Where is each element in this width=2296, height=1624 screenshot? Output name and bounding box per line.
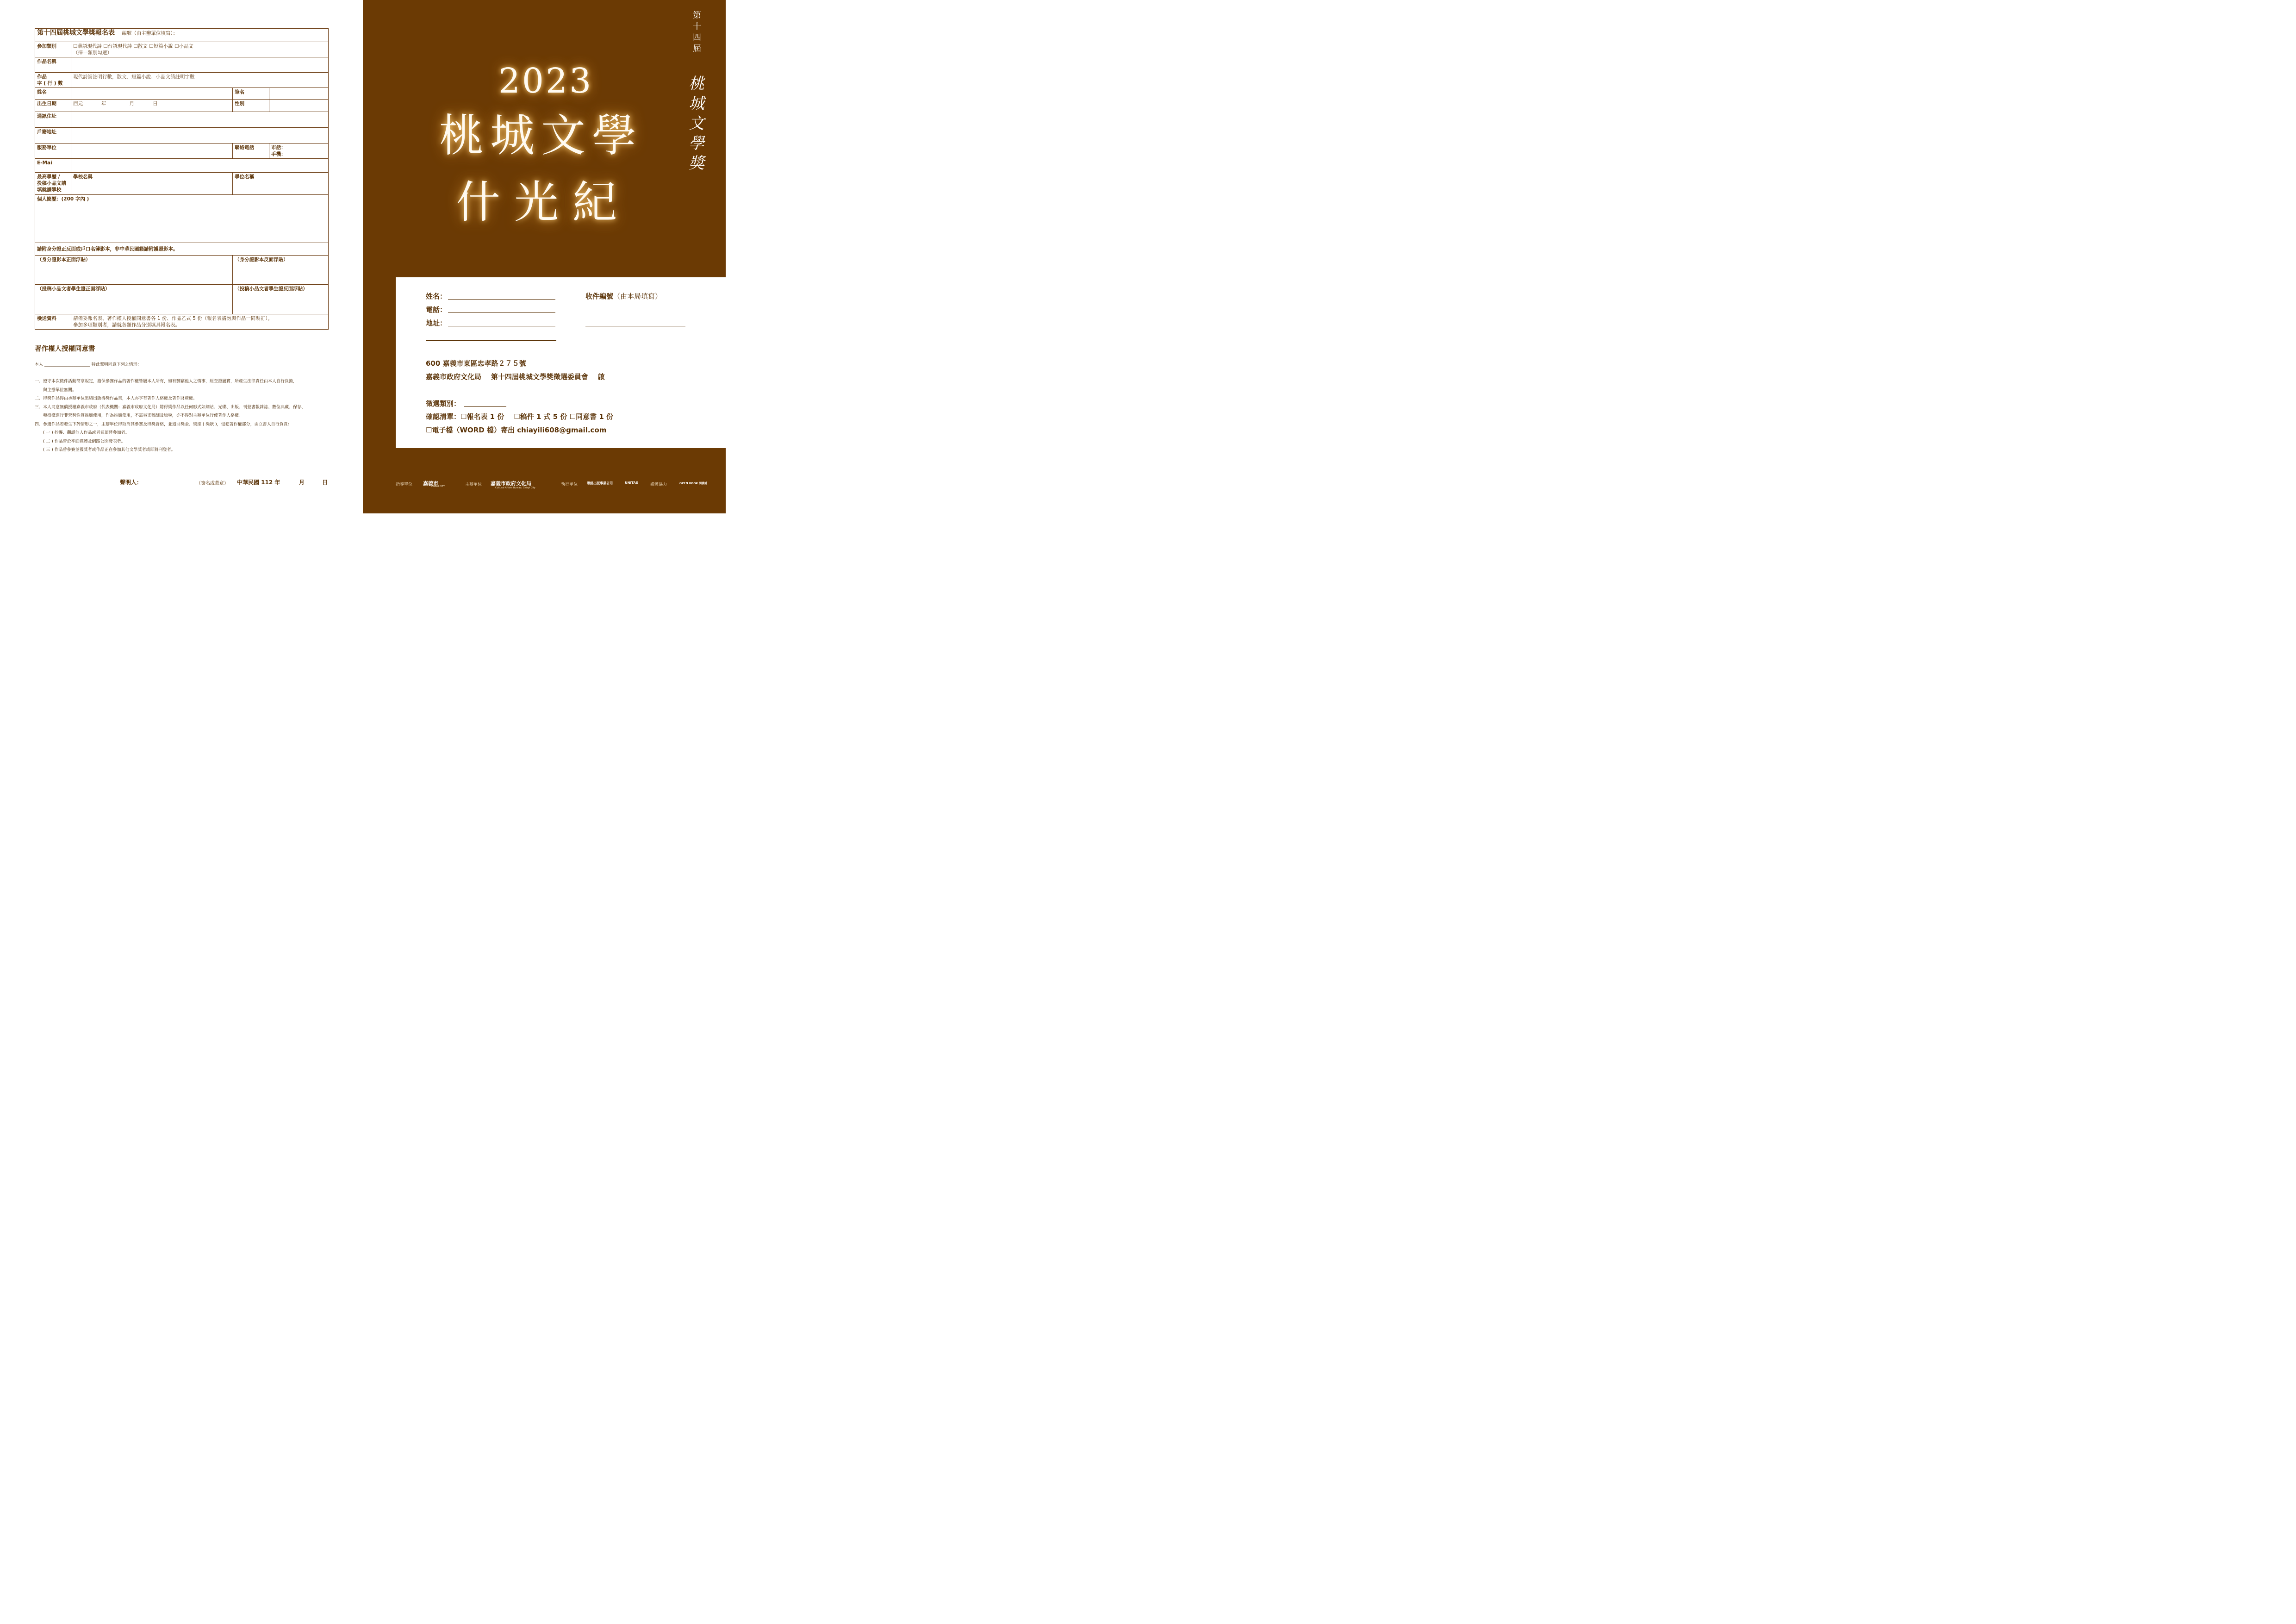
postal-address: 600 嘉義市東區忠孝路２７５號 bbox=[426, 359, 526, 368]
signature-row bbox=[35, 478, 329, 487]
consent-item-1a: 一、遵守本次徵件活動簡章規定，擔保參賽作品的著作權皆屬本人所有，如有剽竊他人之情事，經查證屬實，所產生法律責任由本人自行負擔， bbox=[35, 379, 298, 384]
submit-line-1: 請備妥報名表、著作權人授權同意書各 1 份、作品乙式 5 份（報名表請勿與作品一同裝訂）。 bbox=[73, 316, 273, 321]
media-label: 媒體協力 bbox=[650, 482, 667, 487]
mail-address-label: 地址： bbox=[426, 319, 447, 327]
bio-field[interactable] bbox=[35, 195, 329, 243]
guide-label: 指導單位 bbox=[396, 482, 413, 487]
consent-item-4: 四、參選作品若發生下列情形之一，主辦單位得取消其參賽及得獎資格，並追回獎金、獎座 ( 獎狀 )，侵犯著作權部分，由立書人自行負責： bbox=[35, 422, 292, 427]
degree-field[interactable] bbox=[233, 173, 329, 195]
submit-line-2: 參加多項類別者，請就各類作品分別填具報名表。 bbox=[73, 322, 180, 328]
phone-field[interactable] bbox=[269, 144, 329, 159]
household-field[interactable] bbox=[71, 128, 329, 144]
day-label: 日 bbox=[322, 479, 328, 486]
birth-field[interactable]: 西元 年 月 日 bbox=[71, 100, 233, 112]
name-label: 姓名 bbox=[35, 88, 71, 100]
pen-name-field[interactable] bbox=[269, 88, 329, 100]
birth-label: 出生日期 bbox=[35, 100, 71, 112]
employer-label: 服務單位 bbox=[35, 144, 71, 159]
host-sub: Cultural Affairs Bureau, Chiayi City bbox=[495, 487, 535, 489]
entry-form-page bbox=[0, 0, 363, 513]
consent-item-3a: 三、本人同意無償授權嘉義市政府（代表機關：嘉義市政府文化局）將得獎作品以任何形式如網站、光碟、出版、刊登書報雜誌、數位典藏、保存、 bbox=[35, 405, 306, 410]
consent-item-2: 二、得獎作品得由承辦單位集結出版得獎作品集，本人亦享有著作人格權及著作財產權。 bbox=[35, 396, 198, 401]
gender-label: 性別 bbox=[233, 100, 269, 112]
form-title-cell bbox=[35, 29, 329, 42]
linking-logo: 聯經出版事業公司 bbox=[587, 481, 613, 485]
address-label: 通訊住址 bbox=[35, 112, 71, 128]
category-field[interactable] bbox=[71, 42, 329, 57]
email-check[interactable]: ☐電子檔（WORD 檔）寄出 chiayili608@gmail.com bbox=[426, 426, 607, 434]
guide-name: 嘉義市 bbox=[423, 481, 438, 487]
category-options[interactable]: ☐華語現代詩 ☐台語現代詩 ☐散文 ☐短篇小說 ☐小品文 bbox=[73, 44, 193, 49]
id-back-area[interactable]: （身分證影本反面浮貼） bbox=[233, 256, 329, 285]
receipt-note: （由本局填寫） bbox=[613, 292, 662, 300]
mail-phone-label: 電話： bbox=[426, 306, 447, 314]
category-label: 參加類別 bbox=[35, 42, 71, 57]
consent-item-1b: 與主辦單位無關。 bbox=[43, 387, 77, 393]
mail-name-line[interactable] bbox=[448, 299, 555, 300]
month-label: 月 bbox=[299, 479, 305, 486]
consent-item-4-2: ( 二 ) 作品曾於平面媒體及網路公開發表者。 bbox=[43, 439, 125, 444]
award-logo: 桃城文學獎 bbox=[689, 75, 704, 173]
receipt-label-text: 收件編號 bbox=[585, 292, 614, 300]
host-label: 主辦單位 bbox=[465, 482, 482, 487]
pen-name-label: 筆名 bbox=[233, 88, 269, 100]
serial-note: 編號（由主辦單位填寫）： bbox=[122, 31, 178, 36]
exec-label: 執行單位 bbox=[561, 482, 578, 487]
mailing-label bbox=[396, 277, 726, 448]
student-back-area[interactable]: （投稿小品文者學生證反面浮貼） bbox=[233, 285, 329, 314]
id-front-area[interactable]: （身分證影本正面浮貼） bbox=[35, 256, 233, 285]
consent-item-4-1: ( 一 ) 抄襲、翻譯他人作品或冒名頂替參加者。 bbox=[43, 431, 130, 435]
name-field[interactable] bbox=[71, 88, 233, 100]
unitas-logo: UNITAS bbox=[625, 481, 638, 485]
date-label: 中華民國 112 年 bbox=[237, 479, 280, 486]
id-note: 請附身分證正反面或戶口名簿影本，非中華民國籍請附護照影本。 bbox=[35, 243, 329, 256]
recipient: 嘉義市政府文化局 第十四屆桃城文學獎徵選委員會 啟 bbox=[426, 373, 605, 381]
work-title-field[interactable] bbox=[71, 57, 329, 73]
edition-label: 第十四屆 bbox=[693, 11, 701, 54]
employer-field[interactable] bbox=[71, 144, 233, 159]
consent-intro: 本人 ______________________ 特此聲明同意下列之情形： bbox=[35, 362, 142, 367]
copyright-consent bbox=[35, 345, 329, 455]
checklist[interactable]: 確認清單：☐報名表 1 份 ☐稿件 1 式 5 份 ☐同意書 1 份 bbox=[426, 412, 613, 421]
student-front-area[interactable]: （投稿小品文者學生證正面浮貼） bbox=[35, 285, 233, 314]
openbook-logo: OPEN BOOK 閱讀誌 bbox=[679, 482, 708, 485]
submit-notes bbox=[71, 314, 329, 330]
cover-title-line-2: 什光紀 bbox=[456, 176, 631, 228]
phone-home: 市話： bbox=[271, 145, 286, 150]
category-hint: （擇一類別勾選） bbox=[73, 50, 112, 56]
phone-mobile: 手機： bbox=[271, 151, 286, 157]
consent-title: 著作權人授權同意書 bbox=[35, 345, 95, 353]
seal-note: （簽名或蓋章） bbox=[196, 481, 229, 486]
form-title: 第十四屆桃城文學獎報名表 bbox=[37, 29, 115, 37]
sponsor-bar bbox=[363, 477, 726, 491]
cover-title-line-1: 桃城文學 bbox=[439, 110, 643, 162]
email-field[interactable] bbox=[71, 159, 329, 173]
category-select-label: 徵選類別： bbox=[426, 400, 461, 408]
word-count-label: 作品 字 ( 行 ) 數 bbox=[35, 73, 71, 88]
household-label: 戶籍地址 bbox=[35, 128, 71, 144]
guide-sub: CHIAYI CITY bbox=[431, 485, 445, 488]
gender-field[interactable] bbox=[269, 100, 329, 112]
cover-page bbox=[363, 0, 726, 513]
mail-address-line-2[interactable] bbox=[426, 340, 556, 341]
address-field[interactable] bbox=[71, 112, 329, 128]
mail-phone-line[interactable] bbox=[448, 312, 555, 313]
email-label: E-Mai bbox=[35, 159, 71, 173]
cover-year: 2023 bbox=[498, 61, 593, 101]
education-label: 最高學歷 / 投稿小品文請 填就讀學校 bbox=[35, 173, 71, 195]
mail-name-label: 姓名： bbox=[426, 292, 447, 300]
school-field[interactable] bbox=[71, 173, 233, 195]
degree-label: 學位名稱 bbox=[235, 174, 255, 180]
phone-label: 聯絡電話 bbox=[233, 144, 269, 159]
consent-item-3b: 轉授權進行非營利性質推廣使用，作為推廣使用，不需另支稿酬及版稅，亦不得對主辦單位行使著作人格權。 bbox=[43, 413, 243, 418]
school-label: 學校名稱 bbox=[73, 174, 93, 180]
bio-label: 個人簡歷：(200 字內 ) bbox=[37, 196, 89, 202]
submit-label: 檢送資料 bbox=[35, 314, 71, 330]
receipt-label bbox=[585, 291, 662, 301]
category-select-line[interactable] bbox=[464, 406, 506, 407]
consent-item-4-3: ( 三 ) 作品曾參賽並獲獎者或作品正在參加其他文學獎者或即將刊登者。 bbox=[43, 448, 175, 452]
word-count-field[interactable]: 現代詩請註明行數，散文、短篇小說、小品文請註明字數 bbox=[71, 73, 329, 88]
declarant-label: 聲明人： bbox=[120, 479, 143, 486]
cultural-bureau-logo: 嘉義市政府文化局 bbox=[491, 481, 531, 487]
work-title-label: 作品名稱 bbox=[35, 57, 71, 73]
entry-form-table bbox=[35, 28, 329, 330]
